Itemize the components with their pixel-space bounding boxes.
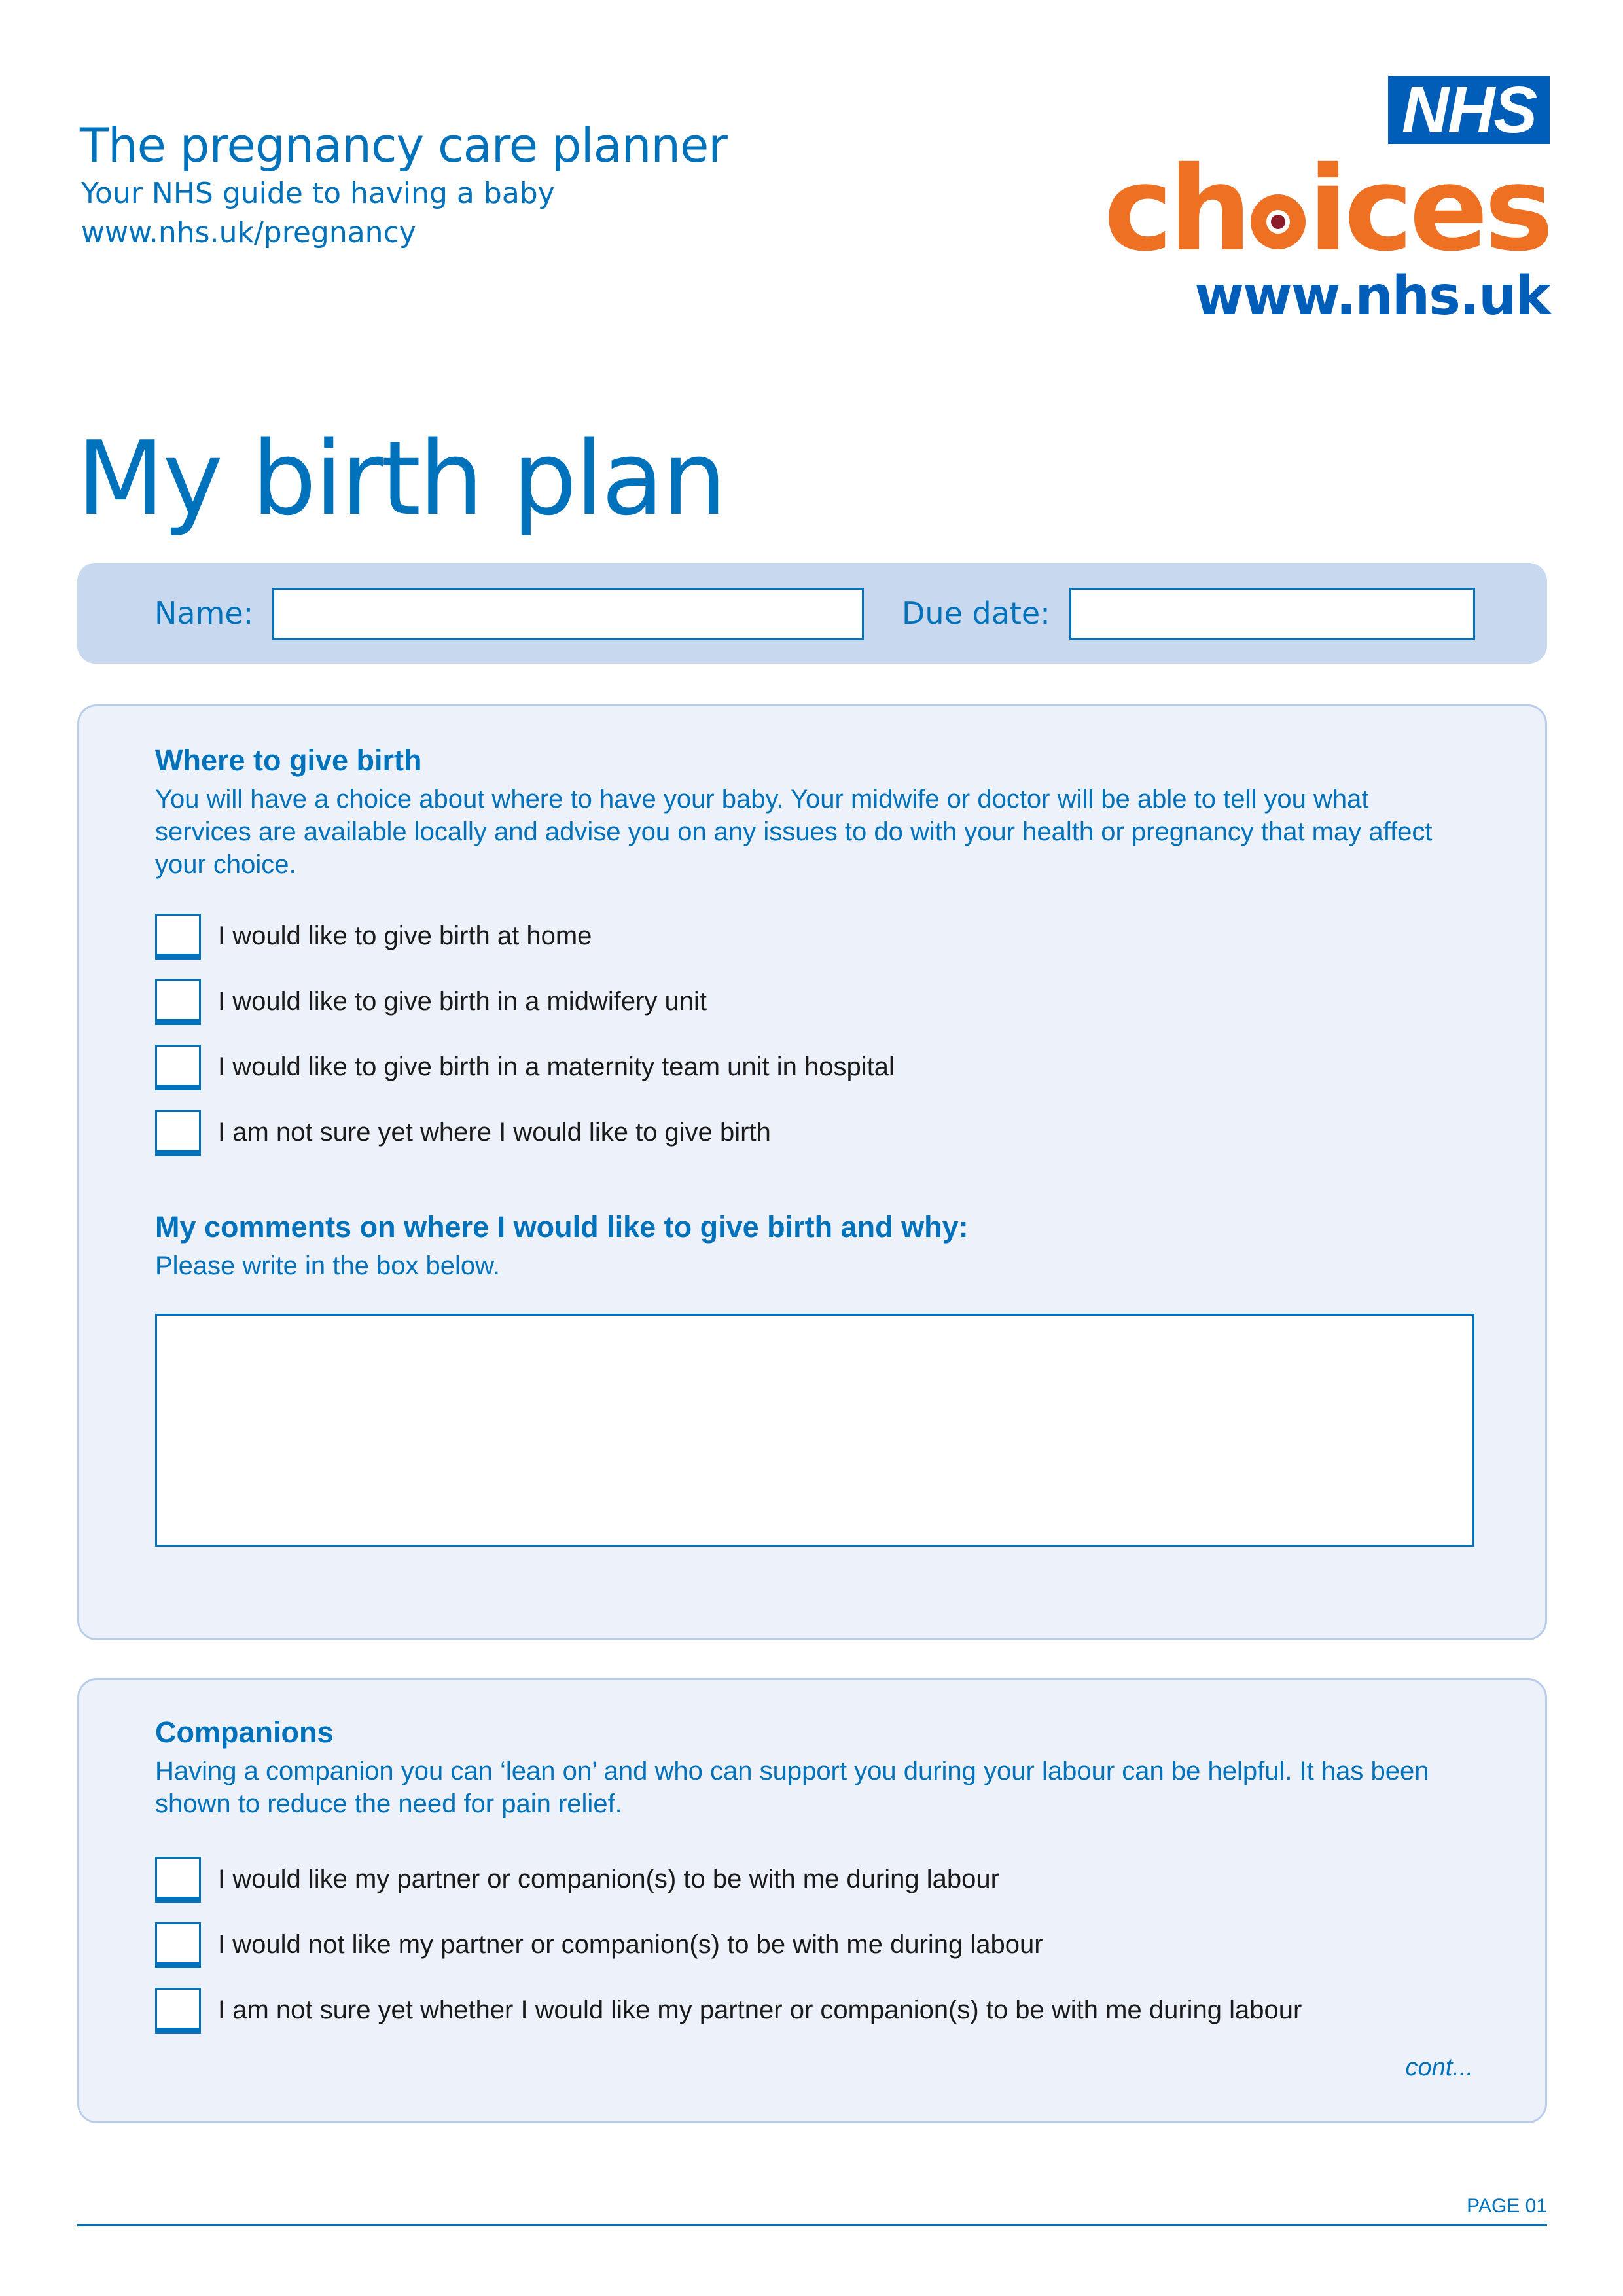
continued-label: cont... [1405, 2054, 1473, 2081]
checkbox[interactable] [155, 1922, 201, 1968]
page-number: PAGE 01 [1467, 2195, 1547, 2217]
option-label: I would like to give birth at home [218, 922, 592, 950]
option-label: I would not like my partner or companion(s) to be with me during labour [218, 1930, 1043, 1959]
option-label: I would like my partner or companion(s) to be with me during labour [218, 1865, 999, 1893]
option-label: I am not sure yet whether I would like my partner or companion(s) to be with me during labour [218, 1996, 1302, 2024]
checkbox[interactable] [155, 914, 201, 960]
comments-instruction: Please write in the box below. [155, 1251, 500, 1280]
planner-subtitle: Your NHS guide to having a baby [81, 177, 555, 210]
choices-o-icon [1251, 194, 1306, 249]
due-date-field[interactable] [1069, 588, 1475, 640]
checkbox[interactable] [155, 979, 201, 1025]
companions-intro: Having a companion you can ‘lean on’ and who can support you during your labour can be helpful. It has been shown to reduce the need for pain relief. [155, 1757, 1429, 1818]
planner-url: www.nhs.uk/pregnancy [81, 216, 416, 249]
details-bar [77, 563, 1547, 664]
option-label: I am not sure yet where I would like to give birth [218, 1118, 771, 1147]
checkbox[interactable] [155, 1110, 201, 1156]
where-to-give-birth-section [77, 704, 1547, 1640]
name-label: Name: [154, 596, 254, 631]
checkbox[interactable] [155, 1045, 201, 1090]
nhs-logo: NHS [1388, 76, 1550, 144]
option-label: I would like to give birth in a maternity team unit in hospital [218, 1052, 895, 1081]
due-date-label: Due date: [902, 596, 1050, 631]
choices-logo [1103, 141, 1550, 277]
footer-divider [77, 2224, 1547, 2226]
companions-section [77, 1678, 1547, 2123]
companions-heading: Companions [155, 1715, 334, 1749]
page-title: My birth plan [77, 419, 725, 538]
nhs-site-url: www.nhs.uk [1194, 265, 1550, 327]
option-label: I would like to give birth in a midwifery unit [218, 987, 707, 1016]
name-field[interactable] [272, 588, 864, 640]
where-to-give-birth-heading: Where to give birth [155, 744, 422, 777]
choices-logo-text-end: ices [1308, 141, 1550, 277]
choices-logo-text-start: ch [1103, 141, 1248, 277]
comments-heading: My comments on where I would like to give birth and why: [155, 1210, 969, 1244]
checkbox[interactable] [155, 1988, 201, 2034]
planner-title: The pregnancy care planner [80, 118, 727, 173]
checkbox[interactable] [155, 1857, 201, 1903]
comments-textbox[interactable] [155, 1314, 1474, 1547]
where-to-give-birth-intro: You will have a choice about where to have your baby. Your midwife or doctor will be able to tell you what services are available locally and advise you on any issues to do with your health or pregnancy that may affect your choice. [155, 785, 1433, 879]
